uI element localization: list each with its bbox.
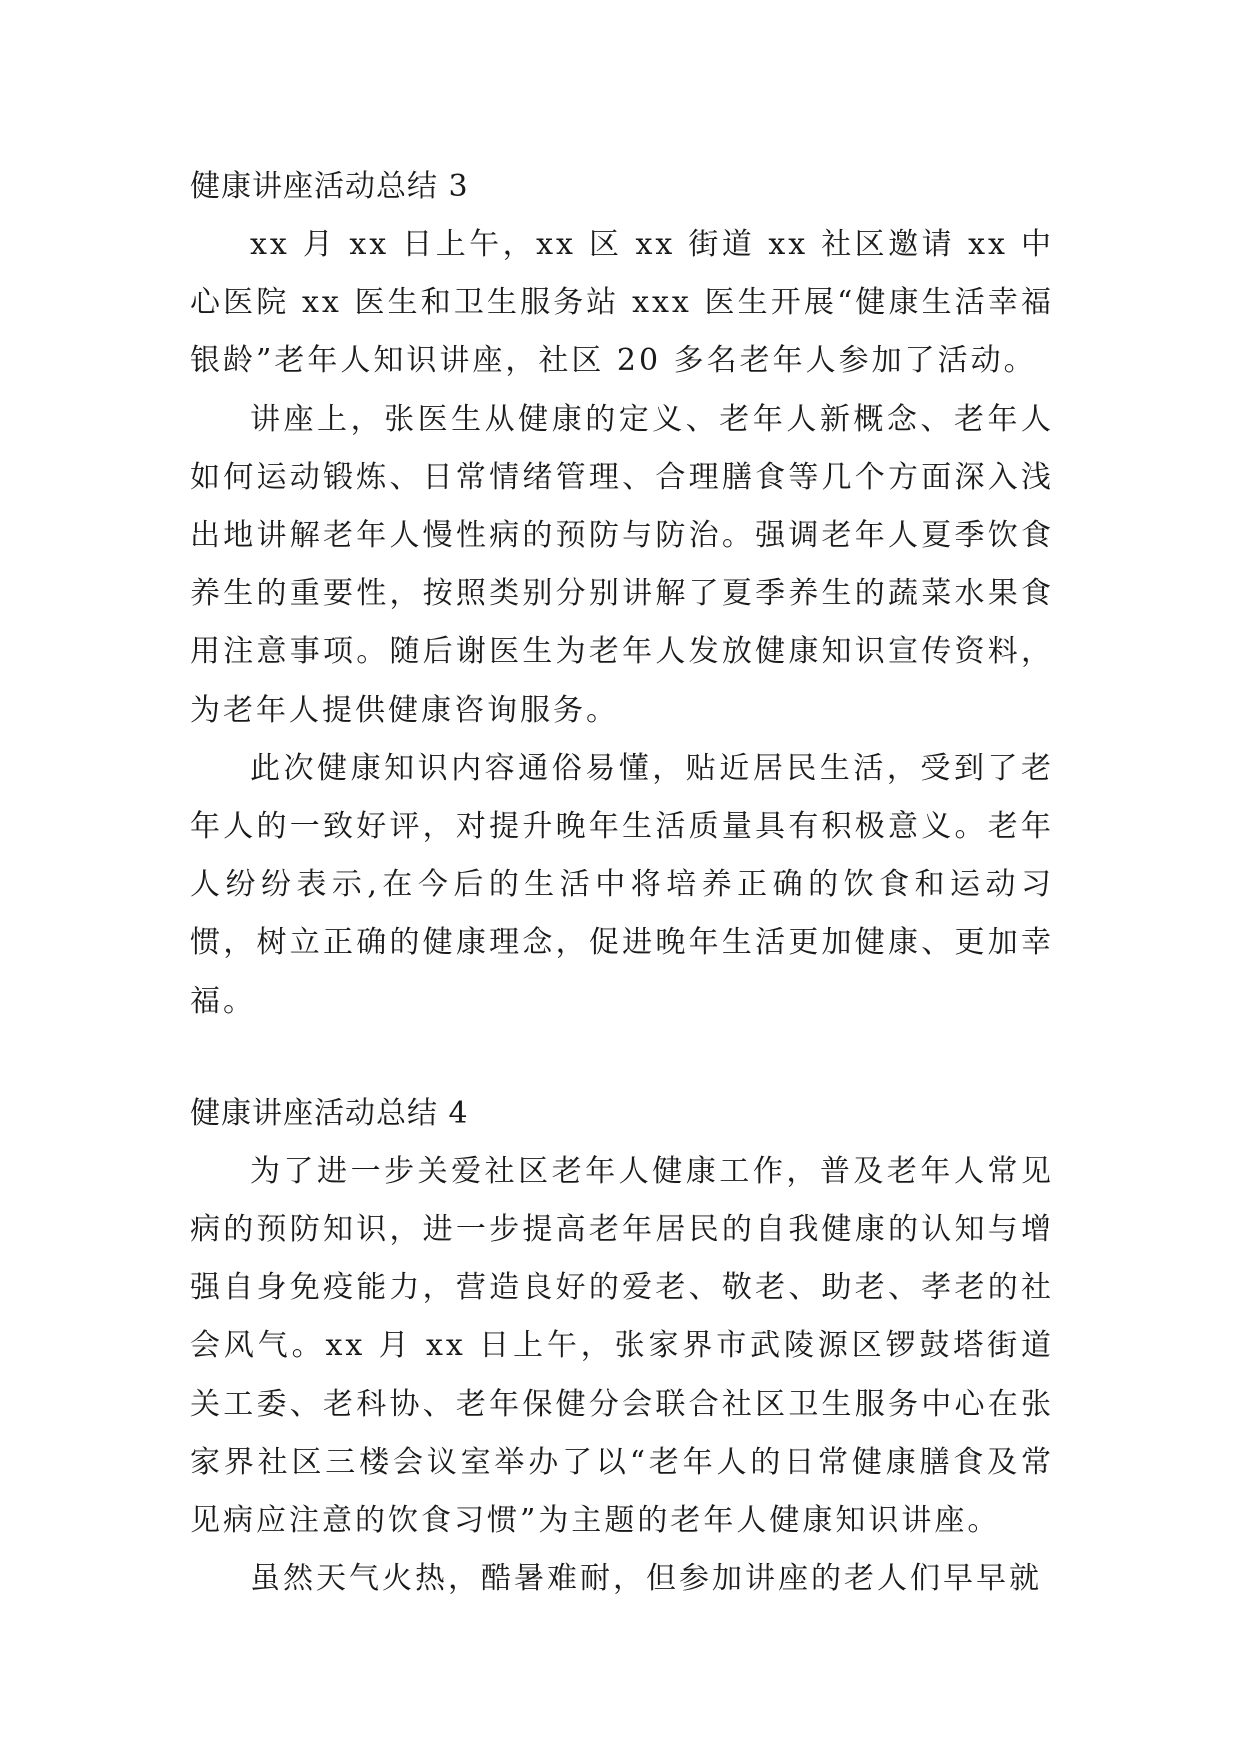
section-spacer [190,1031,1054,1085]
section-summary-3 [190,158,1054,1031]
paragraph: xx 月 xx 日上午，xx 区 xx 街道 xx 社区邀请 xx 中心医院 xx 医生和卫生服务站 xxx 医生开展“健康生活幸福银龄”老年人知识讲座，社区 20 多名老年人参加了活动。 [190,227,1054,379]
section-title: 健康讲座活动总结 4 [190,1095,469,1131]
paragraph: 虽然天气火热，酷暑难耐，但参加讲座的老人们早早就 [250,1561,1042,1597]
section-title: 健康讲座活动总结 3 [190,169,469,204]
section-summary-4 [190,1085,1054,1609]
document-body [190,158,1054,1608]
paragraph: 此次健康知识内容通俗易懂，贴近居民生活，受到了老年人的一致好评，对提升晚年生活质量具有积极意义。老年人纷纷表示,在今后的生活中将培养正确的饮食和运动习惯，树立正确的健康理念，促进晚年生活更加健康、更加幸福。 [190,750,1054,1019]
paragraph: 讲座上，张医生从健康的定义、老年人新概念、老年人如何运动锻炼、日常情绪管理、合理膳食等几个方面深入浅出地讲解老年人慢性病的预防与防治。强调老年人夏季饮食养生的重要性，按照类别分别讲解了夏季养生的蔬菜水果食用注意事项。随后谢医生为老年人发放健康知识宣传资料，为老年人提供健康咨询服务。 [190,401,1054,728]
paragraph: 为了进一步关爱社区老年人健康工作，普及老年人常见病的预防知识，进一步提高老年居民的自我健康的认知与增强自身免疫能力，营造良好的爱老、敬老、助老、孝老的社会风气。xx 月 xx 日上午，张家界市武陵源区锣鼓塔街道关工委、老科协、老年保健分会联合社区卫生服务中心在张家界社区三楼会议室举办了以“老年人的日常健康膳食及常见病应注意的饮食习惯”为主题的老年人健康知识讲座。 [190,1153,1054,1539]
